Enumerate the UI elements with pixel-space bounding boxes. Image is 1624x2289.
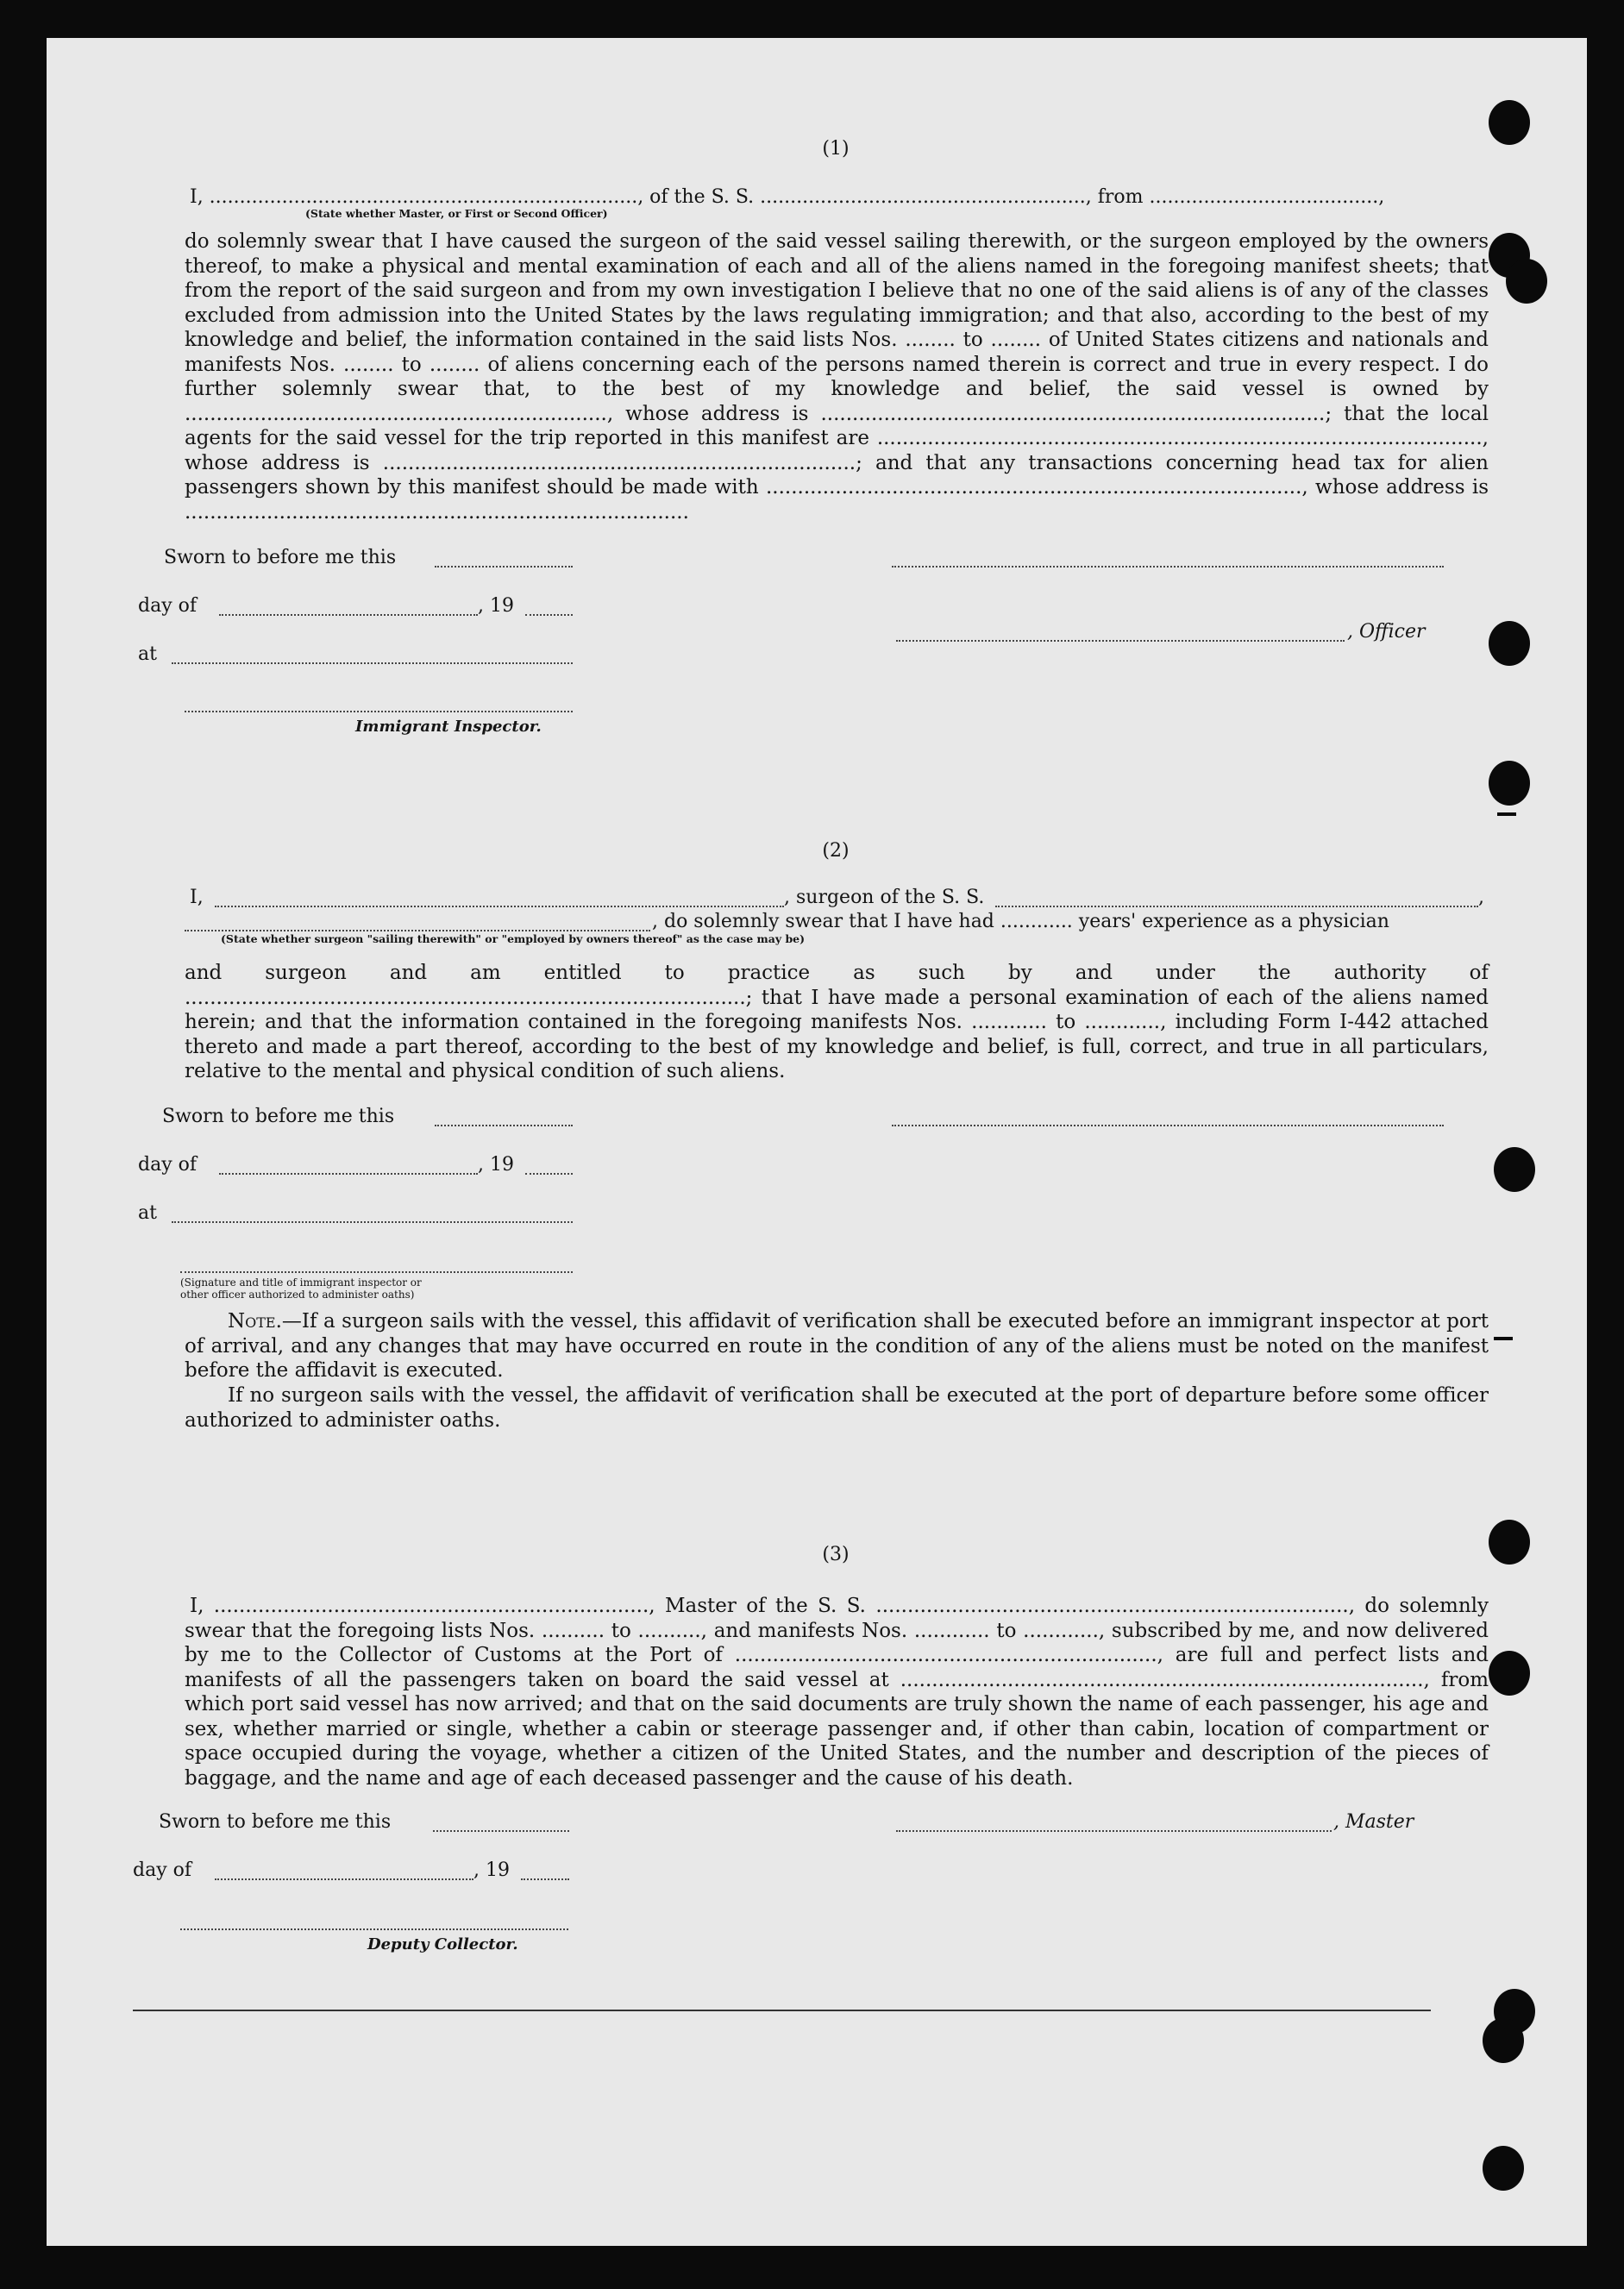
officer-text: , Officer: [1347, 621, 1426, 643]
note-text: —If a surgeon sails with the vessel, this affidavit of verification shall be executed before an immigrant inspector at port of arrival, and any changes that may have occurred en route in the condition of any of the aliens must be noted on the manifest before the affidavit is executed.: [185, 1310, 1489, 1382]
section-1-officer-label: [1347, 621, 1426, 643]
punch-hole: [1489, 621, 1530, 666]
section-2-note2: [185, 1383, 1489, 1433]
note2-text: If no surgeon sails with the vessel, the affidavit of verification shall be executed at the port of departure before some officer authorized to administer oaths.: [185, 1384, 1489, 1432]
edge-mark: [1497, 812, 1516, 816]
section-2-year-label: , 19: [478, 1154, 514, 1176]
section-3-number: (3): [822, 1544, 850, 1565]
punch-hole: [1506, 259, 1547, 304]
section-2-vessel-line: [995, 906, 1478, 907]
section-2-note: [185, 1309, 1489, 1383]
section-3-sworn-label: Sworn to before me this: [159, 1811, 392, 1833]
section-1-signer-title: Immigrant Inspector.: [355, 718, 542, 736]
section-1-day-of-label: day of: [138, 595, 198, 617]
section-2-at-label: at: [138, 1202, 157, 1224]
section-1-officer-line: [896, 640, 1345, 642]
section-2-sworn-date-line: [435, 1125, 573, 1126]
section-2-year-line: [525, 1173, 573, 1175]
section-3-body-text: I, ....................................................................., Master of the S. S. ..........................................................................., do solemnly swear that the foregoing lists Nos. .......... to .........., and manifests Nos. ............ to ............, subscribed by me, and now delivered by me to the Collector of Customs at the Port of ..................................................................., are full and perfect lists and manifests of all the passengers taken on board the said vessel at ..................................................................................., from which port said vessel has now arrived; and that on the said documents are truly shown the name of each passenger, his age and sex, whether married or single, whether a cabin or steerage passenger and, if other than cabin, location of compartment or space occupied during the voyage, whether a citizen of the United States, and the number and description of the pieces of baggage, and the name and age of each deceased passenger and the cause of his death.: [185, 1595, 1489, 1790]
section-1-year-line: [525, 614, 573, 616]
section-1-sworn-label: Sworn to before me this: [164, 547, 397, 568]
section-2-name-line: [215, 906, 784, 907]
section-1-first-line-note: (State whether Master, or First or Second Officer): [305, 207, 608, 220]
section-2-line1-middle: , surgeon of the S. S.: [784, 887, 985, 908]
section-2-surgeon-type-line: [185, 930, 650, 931]
section-3-year-label: , 19: [473, 1859, 510, 1881]
section-2-line1-start: I,: [190, 887, 204, 908]
section-2-sworn-label: Sworn to before me this: [162, 1106, 395, 1127]
section-2-line2: , do solemnly swear that I have had ............ years' experience as a physician: [652, 911, 1389, 932]
section-2-oath-body: and surgeon and am entitled to practice as such by and under the authority of .........................................................................................; that I have made a personal examination of each of the aliens named herein; and that the information contained in the foregoing manifests Nos. ............ to ............, including Form I-442 attached thereto and made a part thereof, according to the best of my knowledge and belief, is full, correct, and true in all particulars, relative to the mental and physical condition of such aliens.: [185, 962, 1489, 1082]
section-3-collector-signature-line: [180, 1928, 568, 1930]
section-1-day-line: [219, 614, 478, 616]
section-1-inspector-signature-line: [185, 711, 573, 712]
note-label: Note.: [228, 1310, 282, 1333]
section-2-day-of-label: day of: [138, 1154, 198, 1176]
section-2-day-line: [219, 1173, 478, 1175]
punch-hole: [1483, 2018, 1524, 2063]
section-3-day-line: [215, 1878, 473, 1880]
section-2-inspector-signature-line: [180, 1271, 573, 1273]
edge-mark: [1494, 1337, 1513, 1340]
punch-hole: [1489, 761, 1530, 806]
section-3-master-line: [896, 1830, 1332, 1832]
section-3-sworn-date-line: [433, 1830, 569, 1832]
punch-hole: [1494, 1147, 1535, 1192]
section-1-year-label: , 19: [478, 595, 514, 617]
section-3-year-line: [521, 1878, 569, 1880]
section-3-master-label: [1333, 1811, 1414, 1833]
section-1-at-label: at: [138, 643, 157, 665]
section-1-oath-body: do solemnly swear that I have caused the surgeon of the said vessel sailing therewith, or the surgeon employed by the owners thereof, to make a physical and mental examination of each and all of the aliens named in the foregoing manifest sheets; that from the report of the said surgeon and from my own investigation I believe that no one of the said aliens is of any of the classes excluded from admission into the United States by the laws regulating immigration; and that also, according to the best of my knowledge and belief, the information contained in the said lists Nos. ........ to ........ of United States citizens and nationals and manifests Nos. ........ to ........ of aliens concerning each of the persons named therein is correct and true in every respect. I do further solemnly swear that, to the best of my knowledge and belief, the said vessel is owned by ..................................................................., whose address is ................................................................................; that the local agents for the said vessel for the trip reported in this manifest are ................................................................................................, whose address is ...........................................................................; and that any transactions concerning head tax for alien passengers shown by this manifest should be made with ....................................................................................., whose address is ................................................................................: [185, 230, 1489, 524]
punch-hole: [1483, 2146, 1524, 2191]
section-2-at-line: [172, 1221, 573, 1223]
section-2-line1-end: ,: [1478, 887, 1484, 908]
section-1-sworn-date-line: [435, 566, 573, 568]
section-1-number: (1): [822, 138, 850, 160]
section-1-officer-signature-line: [892, 566, 1444, 568]
section-3-oath-body: [185, 1594, 1489, 1790]
section-2-signer-note: (Signature and title of immigrant inspector or other officer authorized to administer oaths): [180, 1276, 422, 1301]
manifest-page: [47, 38, 1587, 2246]
section-1-at-line: [172, 662, 573, 664]
section-2-number: (2): [822, 840, 850, 862]
section-1-first-line: I, ......................................................................., of the S. S. ......................................................, from ......................................,: [190, 186, 1385, 208]
section-3-signer-title: Deputy Collector.: [367, 1935, 518, 1953]
section-2-line2-note: (State whether surgeon "sailing therewith" or "employed by owners thereof" as the case may be): [221, 932, 806, 945]
punch-hole: [1489, 1651, 1530, 1696]
master-text: , Master: [1333, 1811, 1414, 1833]
bottom-rule: [133, 2010, 1431, 2011]
section-3-day-of-label: day of: [133, 1859, 192, 1881]
section-2-signature-line: [892, 1125, 1444, 1126]
